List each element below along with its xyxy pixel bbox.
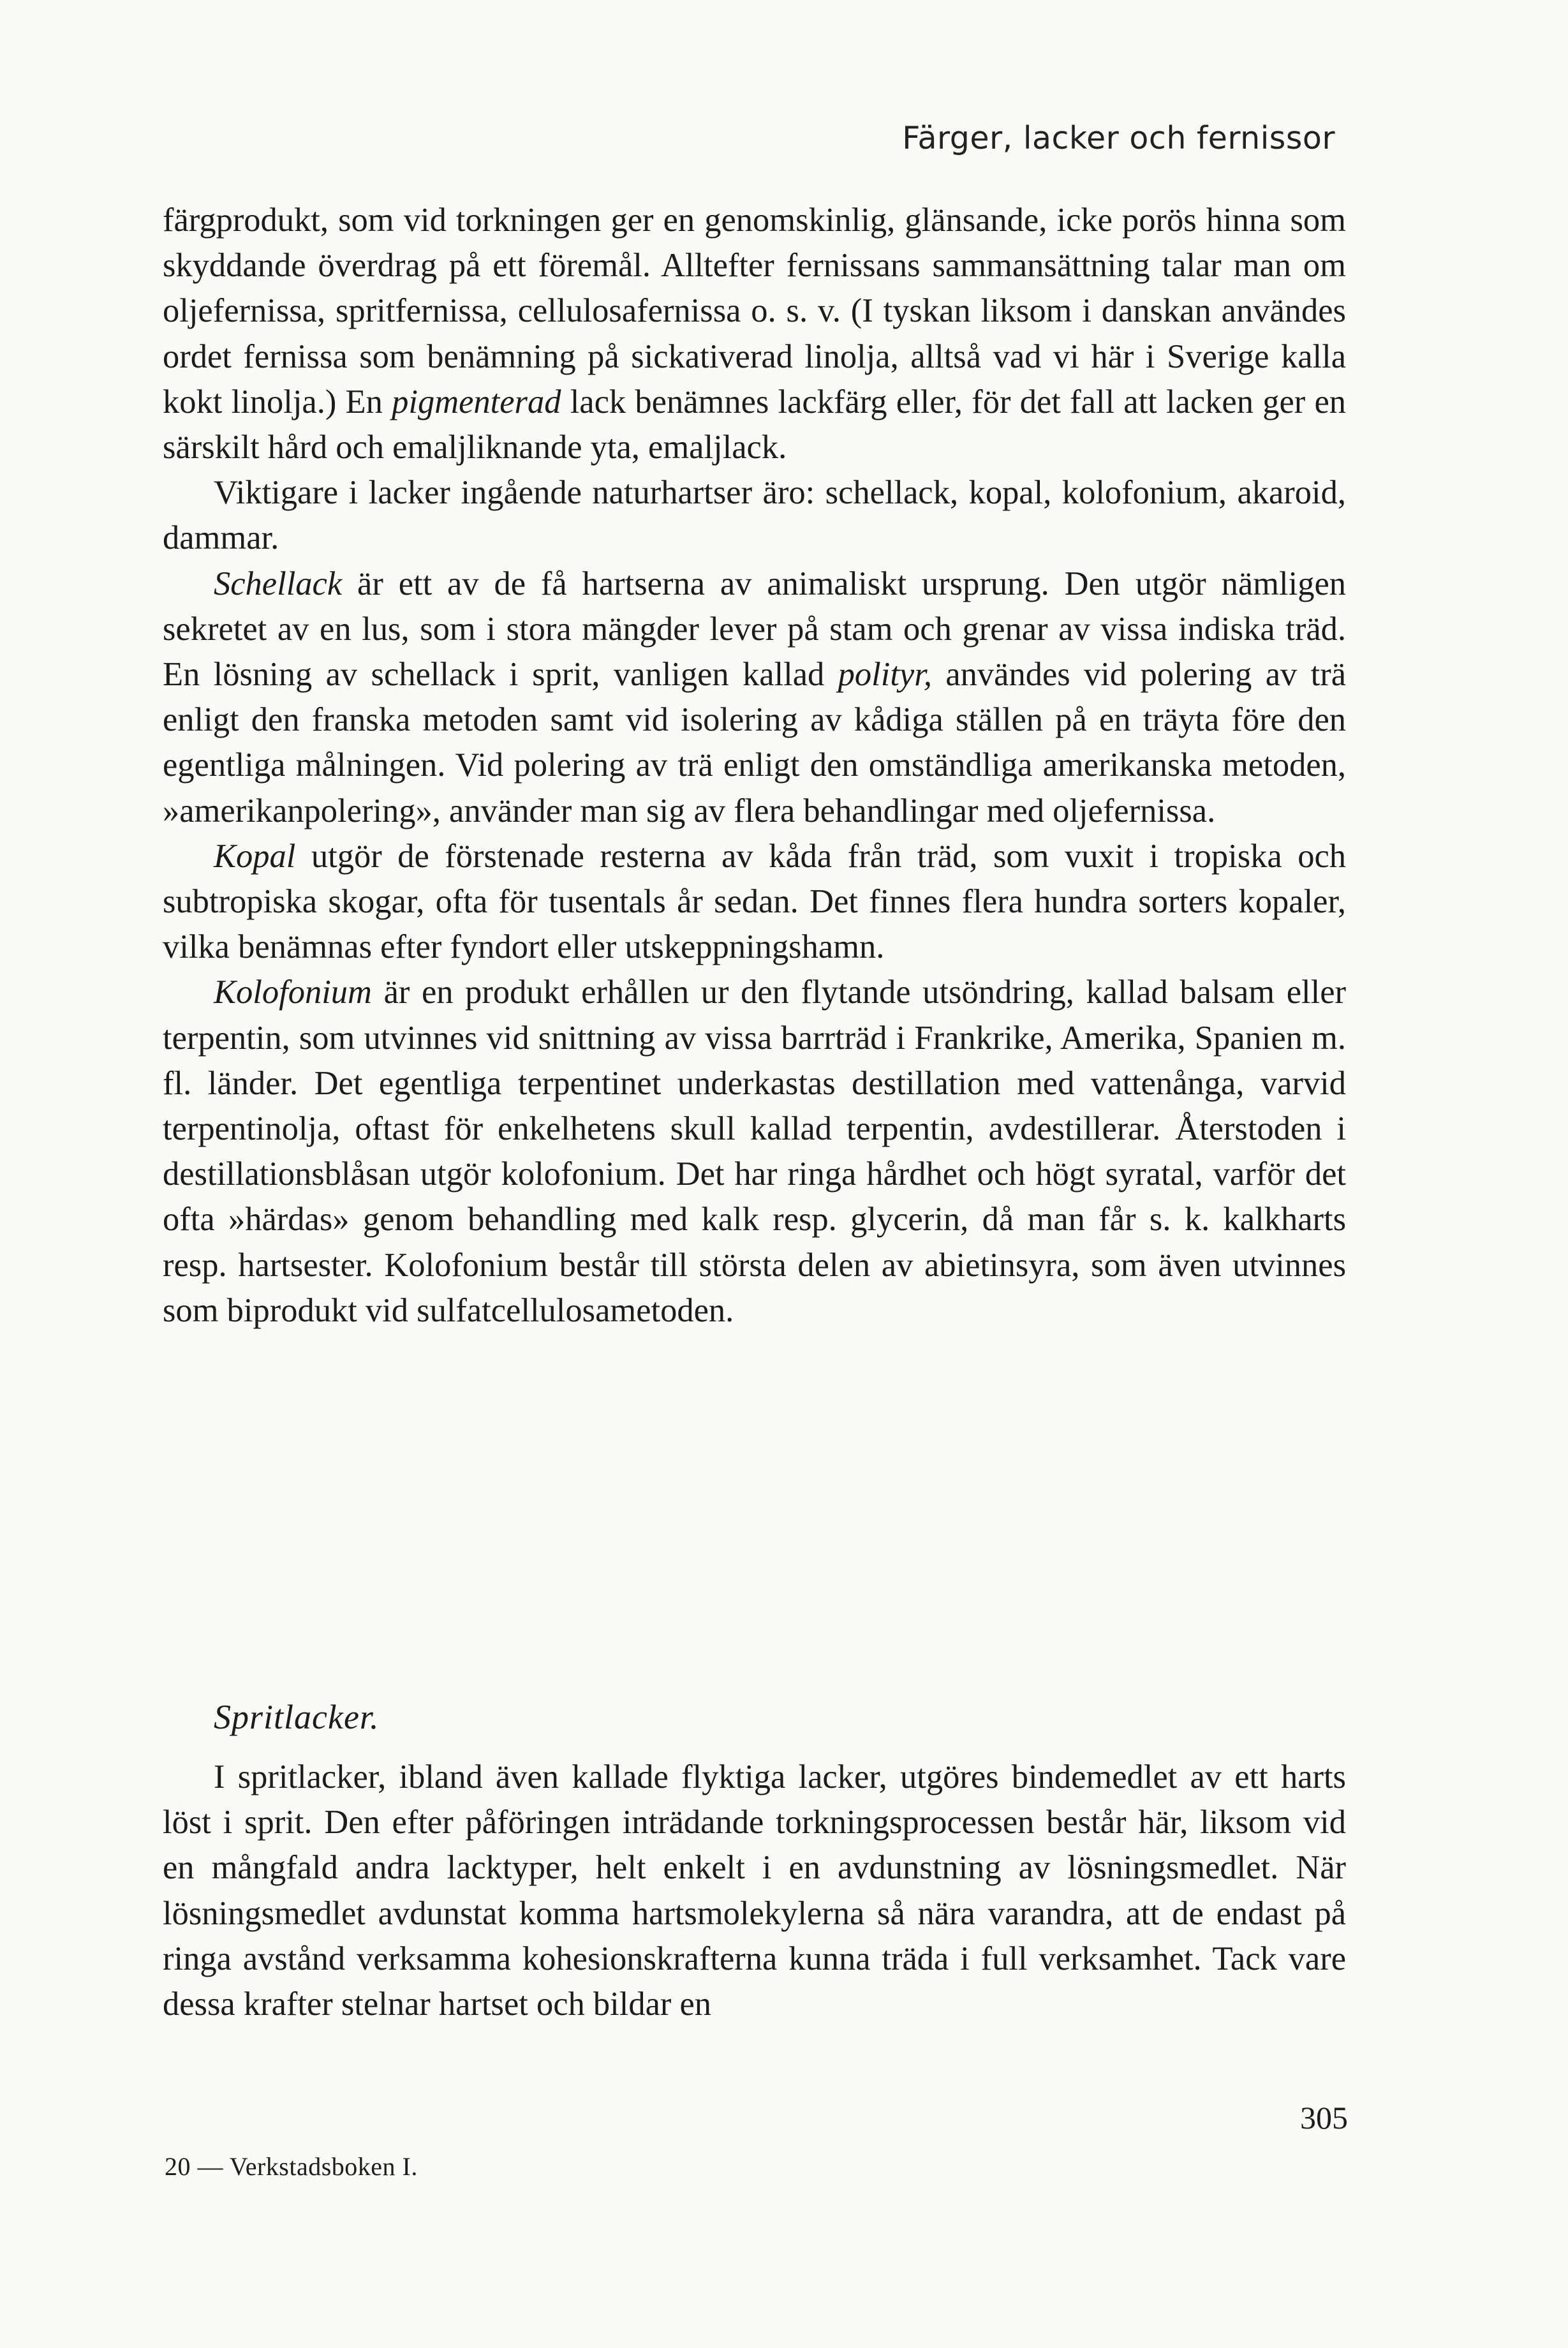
main-text bbox=[163, 198, 1346, 1334]
paragraph-text: lack benämnes lackfärg eller, för det fall att lacken ger en särskilt hård och emaljliknande yta, emaljlack. bbox=[163, 383, 1347, 466]
footer-signature: 20 — Verkstadsboken I. bbox=[165, 2152, 418, 2181]
italic-term: pigmenterad bbox=[392, 383, 561, 420]
running-head: Färger, lacker och fernissor bbox=[902, 120, 1335, 156]
paragraph-spritlacker: I spritlacker, ibland även kallade flyktiga lacker, utgöres bindemedlet av ett harts löst i sprit. Den efter påföringen inträdande torkningsprocessen består här, liksom vid en mångfald andra lacktyper, helt enkelt i en avdunstning av lösningsmedlet. När lösningsmedlet avdunstat komma hartsmolekylerna så nära varandra, att de endast på ringa avstånd verksamma kohesionskrafterna kunna träda i full verksamhet. Tack vare dessa krafter stelnar hartset och bildar en bbox=[163, 1758, 1346, 2023]
paragraph-kolofonium bbox=[163, 970, 1346, 1334]
paragraph-naturhartser: Viktigare i lacker ingående naturhartser äro: schellack, kopal, kolofonium, akaroid, dammar. bbox=[163, 474, 1346, 557]
section-text bbox=[163, 1755, 1346, 2027]
section-heading: Spritlacker. bbox=[214, 1698, 380, 1736]
page-number: 305 bbox=[1300, 2100, 1348, 2136]
term-kopal: Kopal bbox=[214, 837, 296, 875]
term-kolofonium: Kolofonium bbox=[214, 974, 372, 1011]
paragraph-text: användes vid polering av trä enligt den franska metoden samt vid isolering av kådiga ställen på en träyta före den egentliga målningen. Vid polering av trä enligt den omständliga amerikanska metoden, »amerikanpolering», använder man sig av flera behandlingar med oljefernissa. bbox=[163, 656, 1347, 829]
paragraph-text: är ett av de få hartserna av animaliskt ursprung. Den utgör nämligen sekretet av en lus, som i stora mängder lever på stam och grenar av vissa indiska träd. En lösning av schellack i sprit, vanligen kallad bbox=[163, 565, 1346, 694]
paragraph-schellack bbox=[163, 561, 1346, 834]
paragraph-text: är en produkt erhållen ur den flytande utsöndring, kallad balsam eller terpentin, som utvinnes vid snittning av vissa barrträd i Frankrike, Amerika, Spanien m. fl. länder. Det egentliga terpentinet underkastas destillation med vattenånga, varvid terpentinolja, oftast för enkelhetens skull kallad terpentin, avdestillerar. Återstoden i destillationsblåsan utgör kolofonium. Det har ringa hårdhet och högt syratal, varför det ofta »härdas» genom behandling med kalk resp. glycerin, då man får s. k. kalkharts resp. hartsester. Kolofonium består till största delen av abietinsyra, som även utvinnes som biprodukt vid sulfatcellulosametoden. bbox=[163, 974, 1347, 1329]
paragraph-kopal bbox=[163, 834, 1346, 970]
paragraph-text: färgprodukt, som vid torkningen ger en genomskinlig, glänsande, icke porös hinna som skyddande överdrag på ett föremål. Alltefter fernissans sammansättning talar man om oljefernissa, spritfernissa, cellulosafernissa o. s. v. (I tyskan liksom i danskan användes ordet fernissa som benämning på sickativerad linolja, alltså vad vi här i Sverige kalla kokt linolja.) En bbox=[163, 202, 1346, 420]
paragraph-text: utgör de förstenade resterna av kåda från träd, som vuxit i tropiska och subtropiska skogar, ofta för tusentals år sedan. Det finnes flera hundra sorters kopaler, vilka benämnas efter fyndort eller utskeppningshamn. bbox=[163, 837, 1346, 966]
paragraph-fernissa bbox=[163, 198, 1346, 470]
term-schellack: Schellack bbox=[214, 565, 343, 602]
italic-term: polityr, bbox=[838, 656, 932, 694]
